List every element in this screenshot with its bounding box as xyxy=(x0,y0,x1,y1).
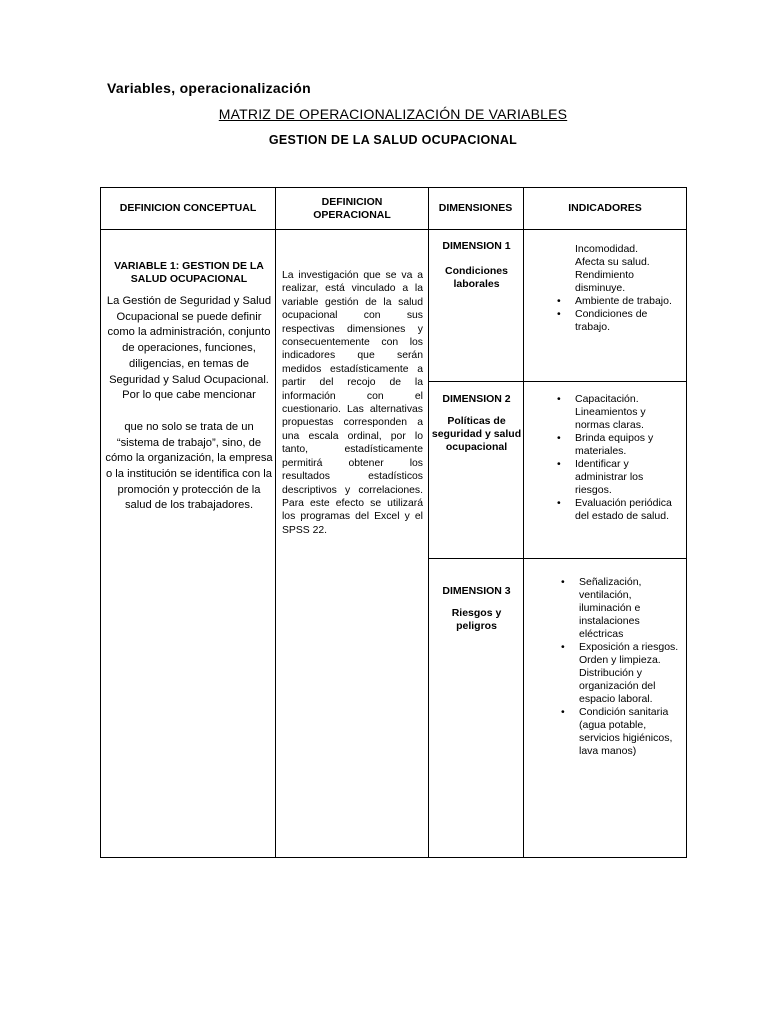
operationalization-matrix-table xyxy=(100,187,687,858)
header-definicion-operacional: DEFINICION OPERACIONAL xyxy=(313,195,391,221)
bullet-icon: • xyxy=(557,393,561,405)
indicator-item xyxy=(529,269,679,295)
row-divider xyxy=(428,558,687,559)
bullet-icon: • xyxy=(561,706,565,718)
indicator-text: Capacitación. xyxy=(575,393,639,405)
indicator-item xyxy=(529,667,679,706)
indicator-item xyxy=(529,256,679,269)
indicator-item xyxy=(529,641,679,654)
indicator-item xyxy=(529,406,679,432)
indicator-text: Orden y limpieza. xyxy=(579,654,661,666)
bullet-icon: • xyxy=(557,295,561,307)
indicator-text: Condiciones de trabajo. xyxy=(575,308,648,333)
dimension-2-label: DIMENSION 2 xyxy=(442,393,511,405)
conceptual-definition-text: La Gestión de Seguridad y Salud Ocupacional se puede definir como la administración, conjunto de operaciones, funciones, diligencias, en temas de Seguridad y Salud Ocupacional. Por lo que cabe mencionar xyxy=(106,295,272,402)
indicator-item xyxy=(529,295,679,308)
indicator-text: Evaluación periódica del estado de salud. xyxy=(575,497,672,522)
indicator-text: Exposición a riesgos. xyxy=(579,641,679,653)
indicator-text: Afecta su salud. xyxy=(575,256,650,268)
column-divider xyxy=(523,188,524,857)
header-indicadores: INDICADORES xyxy=(568,202,642,214)
indicator-text: Condición sanitaria (agua potable, servicios higiénicos, lava manos) xyxy=(579,706,673,757)
bullet-icon: • xyxy=(557,458,561,470)
dimension-1-label: DIMENSION 1 xyxy=(442,240,511,252)
bullet-icon: • xyxy=(561,641,565,653)
bullet-icon: • xyxy=(557,432,561,444)
indicators-dimension-3 xyxy=(529,576,679,758)
bullet-icon: • xyxy=(561,576,565,588)
indicator-text: Señalización, ventilación, iluminación e instalaciones eléctricas xyxy=(579,576,642,640)
indicator-item xyxy=(529,243,679,256)
indicator-item xyxy=(529,576,679,641)
document-heading: Variables, operacionalización xyxy=(107,80,312,96)
matrix-subtitle: GESTION DE LA SALUD OCUPACIONAL xyxy=(268,133,518,147)
dimension-3-label: DIMENSION 3 xyxy=(442,585,511,597)
indicator-item xyxy=(529,458,679,497)
indicator-item xyxy=(529,432,679,458)
indicator-item xyxy=(529,706,679,758)
header-row-divider xyxy=(101,229,687,230)
bullet-icon: • xyxy=(557,308,561,320)
indicators-dimension-2 xyxy=(529,393,679,523)
bullet-icon: • xyxy=(557,497,561,509)
conceptual-definition-cell xyxy=(105,260,273,514)
matrix-title: MATRIZ DE OPERACIONALIZACIÓN DE VARIABLES xyxy=(218,106,568,122)
row-divider xyxy=(428,381,687,382)
indicators-dimension-1 xyxy=(529,243,679,334)
variable-title: VARIABLE 1: GESTION DE LA SALUD OCUPACIONAL xyxy=(114,260,264,285)
indicator-text: Brinda equipos y materiales. xyxy=(575,432,654,457)
indicator-text: Incomodidad. xyxy=(575,243,639,255)
dimension-2-cell xyxy=(430,393,523,454)
indicator-text: Distribución y organización del espacio laboral. xyxy=(579,667,656,705)
indicator-item xyxy=(529,308,679,334)
conceptual-definition-text-continued: que no solo se trata de un “sistema de trabajo”, sino, de cómo la organización, la empresa o la institución se identifica con la promoción y protección de la salud de los trabajadores. xyxy=(105,420,273,512)
dimension-3-name: Riesgos y peligros xyxy=(451,607,502,632)
indicator-item xyxy=(529,654,679,667)
column-divider xyxy=(275,188,276,857)
indicator-item xyxy=(529,497,679,523)
indicator-text: Lineamientos y normas claras. xyxy=(575,406,646,431)
indicator-item xyxy=(529,393,679,406)
indicator-text: Identificar y administrar los riesgos. xyxy=(575,458,644,496)
operational-definition-text: La investigación que se va a realizar, está vinculado a la variable gestión de la salud ocupacional con sus respectivas dimensiones y consecuentemente con los indicadores que serán medidos estadísticamente a partir del recojo de la información con el cuestionario. Las alternativas propuestas corresponden a una escala ordinal, por lo tanto, estadísticamente permitirá obtener los resultados estadísticos descriptivos y correlaciones. Para este efecto se utilizará los programas del Excel y el SPSS 22. xyxy=(282,270,423,536)
dimension-1-name: Condiciones laborales xyxy=(444,265,508,290)
dimension-1-cell xyxy=(430,240,523,291)
indicator-text: Ambiente de trabajo. xyxy=(575,295,672,307)
header-definicion-conceptual: DEFINICION CONCEPTUAL xyxy=(119,202,257,214)
indicator-text: Rendimiento disminuye. xyxy=(575,269,634,294)
header-dimensiones: DIMENSIONES xyxy=(438,202,513,214)
dimension-3-cell xyxy=(430,585,523,633)
dimension-2-name: Políticas de seguridad y salud ocupacional xyxy=(431,415,522,453)
column-divider xyxy=(428,188,429,857)
